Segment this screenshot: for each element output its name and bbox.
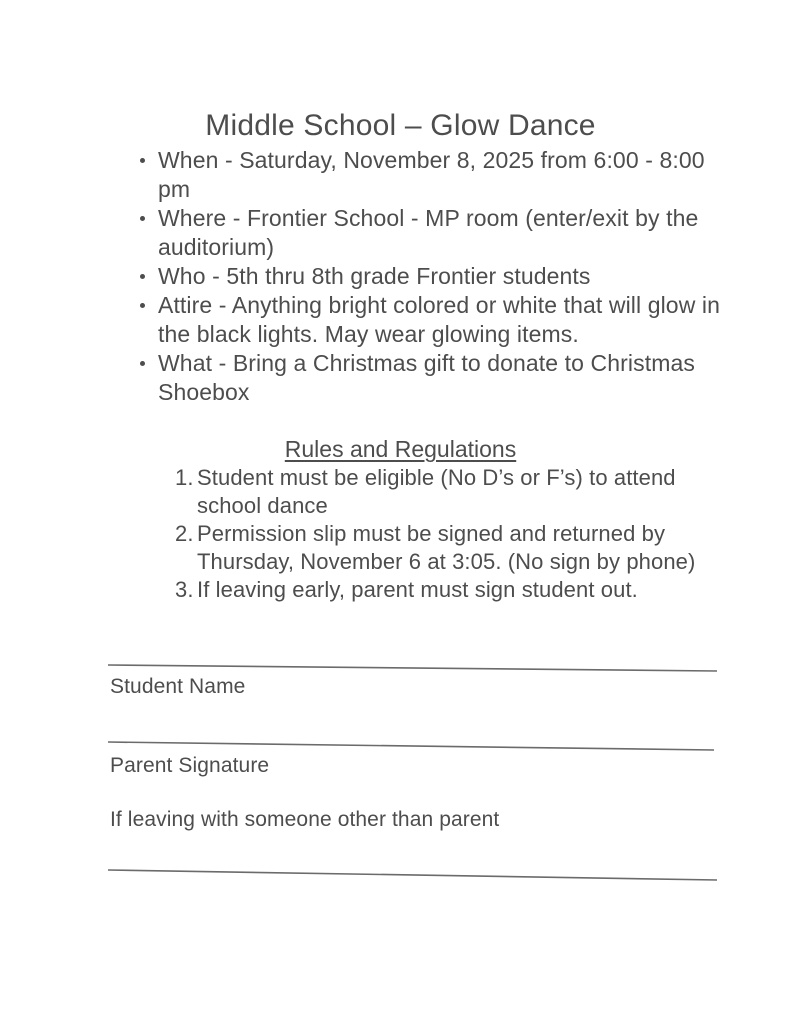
bullet-icon — [140, 274, 145, 279]
list-item-text: Student must be eligible (No D’s or F’s) to attend school dance — [197, 465, 676, 518]
list-item-text: If leaving early, parent must sign student out. — [197, 577, 638, 602]
list-item-text: Where - Frontier School - MP room (enter/exit by the auditorium) — [158, 205, 699, 260]
list-item-text: Who - 5th thru 8th grade Frontier students — [158, 263, 591, 289]
bullet-icon — [140, 361, 145, 366]
list-item — [175, 464, 725, 520]
list-item-text: Attire - Anything bright colored or white that will glow in the black lights. May wear glowing items. — [158, 292, 720, 347]
rules-list — [175, 464, 725, 604]
rules-heading — [0, 434, 801, 464]
other-adult-rule — [105, 866, 720, 880]
other-adult-label: If leaving with someone other than parent — [110, 808, 500, 831]
event-details-list — [140, 146, 720, 407]
parent-signature-rule — [105, 738, 717, 752]
list-item — [175, 520, 725, 576]
list-item-number: 1. — [175, 465, 194, 490]
list-item-number: 3. — [175, 577, 194, 602]
student-name-rule — [105, 660, 720, 674]
list-item — [140, 262, 720, 291]
list-item-number: 2. — [175, 521, 194, 546]
list-item — [140, 291, 720, 349]
list-item-text: Permission slip must be signed and returned by Thursday, November 6 at 3:05. (No sign by phone) — [197, 521, 696, 574]
list-item-text: What - Bring a Christmas gift to donate to Christmas Shoebox — [158, 350, 695, 405]
page-title: Middle School – Glow Dance — [205, 109, 596, 142]
bullet-icon — [140, 158, 145, 163]
bullet-icon — [140, 303, 145, 308]
student-name-label: Student Name — [110, 675, 246, 698]
parent-signature-label: Parent Signature — [110, 754, 270, 777]
rules-heading-text: Rules and Regulations — [284, 436, 517, 462]
bullet-icon — [140, 216, 145, 221]
list-item — [140, 349, 720, 407]
list-item — [140, 146, 720, 204]
list-item — [175, 576, 725, 604]
list-item — [140, 204, 720, 262]
list-item-text: When - Saturday, November 8, 2025 from 6:00 - 8:00 pm — [158, 147, 705, 202]
